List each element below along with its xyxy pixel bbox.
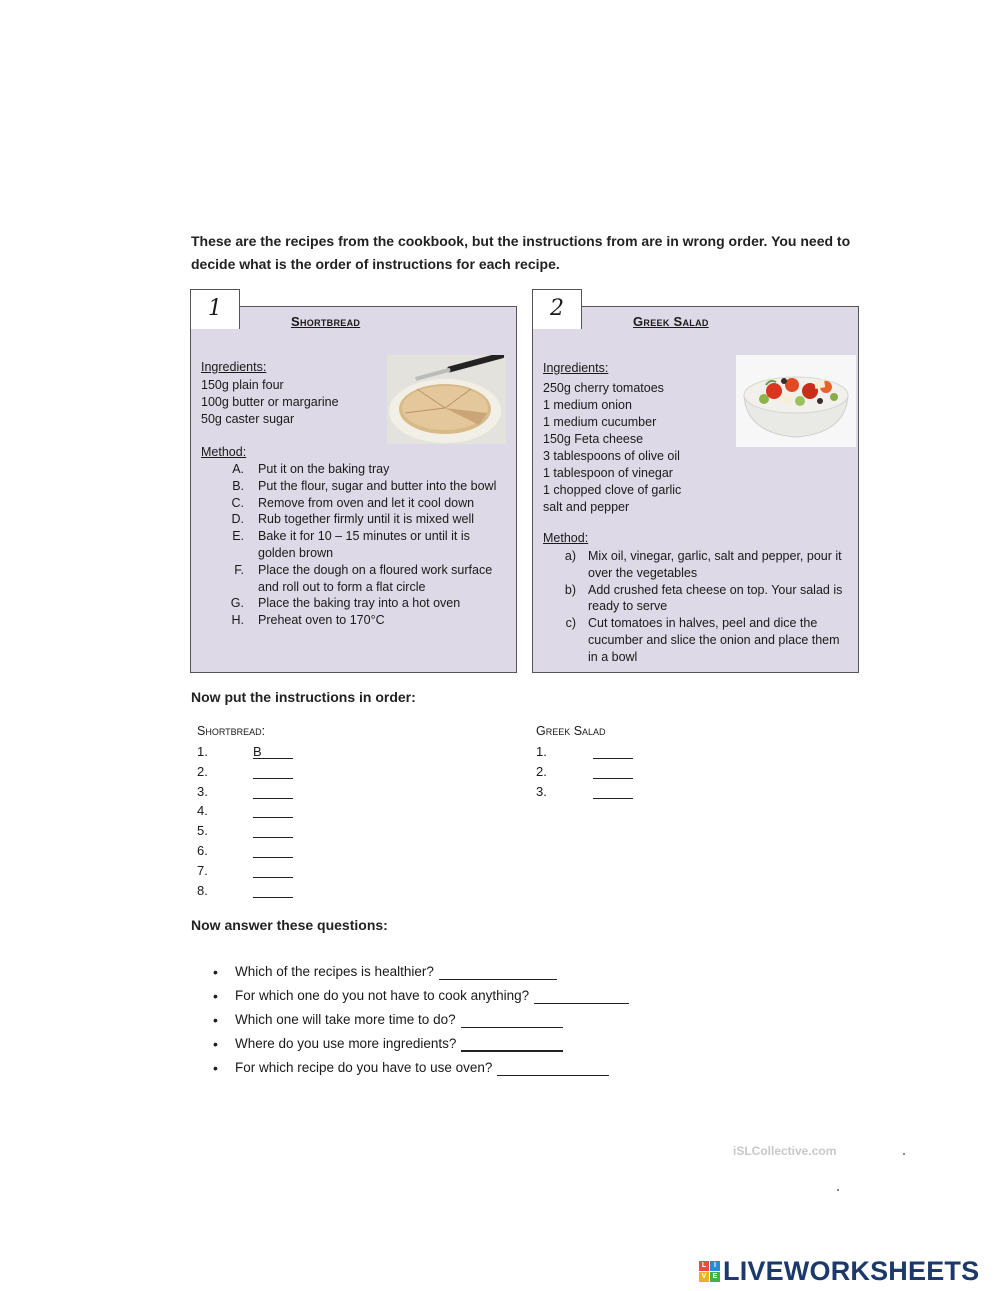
islcollective-watermark: iSLCollective.com [733,1144,837,1158]
shortbread-illustration [387,355,506,444]
answer-line[interactable] [439,965,557,980]
question-item: • For which one do you not have to cook anything? [213,984,629,1008]
logo-block: V [699,1272,709,1282]
answer-blank[interactable] [593,764,633,779]
ingredients-label: Ingredients: [543,361,609,375]
logo-block: E [710,1272,720,1282]
order-row: 2. [197,764,293,784]
answer-blank[interactable] [253,823,293,838]
questions-heading: Now answer these questions: [191,917,388,933]
logo-blocks-icon [699,1261,720,1282]
recipe-number-tab-2: 2 [532,289,582,329]
ingredient-item: 3 tablespoons of olive oil [543,449,680,463]
method-step: a) Mix oil, vinegar, garlic, salt and pepper, pour it over the vegetables [564,549,842,580]
order-row: 5. [197,823,293,843]
answer-blank[interactable] [253,843,293,858]
method-step: A. Put it on the baking tray [232,462,390,476]
answer-blank[interactable]: B [253,744,293,759]
shortbread-order-label: Shortbread: [197,724,266,738]
answer-blank[interactable] [253,883,293,898]
ingredient-item: salt and pepper [543,500,630,514]
order-row: 7. [197,863,293,883]
order-row: 8. [197,883,293,903]
greek-order-list [536,744,633,803]
ingredients-list-shortbread [201,377,339,428]
answer-blank[interactable] [593,784,633,799]
recipe-title-shortbread: Shortbread [291,314,361,329]
logo-block: L [699,1261,709,1271]
answer-blank[interactable] [253,803,293,818]
question-item: • For which recipe do you have to use oven? [213,1056,629,1080]
order-row: 2. [536,764,633,784]
ingredients-list-greek-salad [543,380,681,516]
liveworksheets-logo[interactable] [699,1256,979,1287]
method-step: b) Add crushed feta cheese on top. Your salad is ready to serve [564,582,843,614]
ingredient-item: 1 medium cucumber [543,415,657,429]
method-step: D. Rub together firmly until it is mixed well [231,512,475,527]
answer-line[interactable] [461,1013,563,1028]
brand-name: LIVEWORKSHEETS [723,1256,980,1286]
answer-blank[interactable] [593,744,633,759]
question-item: • Where do you use more ingredients? [213,1032,629,1056]
method-list-shortbread [220,461,510,629]
answer-blank[interactable] [253,764,293,779]
dot-mark [903,1153,905,1155]
method-step: E. Bake it for 10 – 15 minutes or until it is golden brown [232,529,470,560]
answer-line[interactable] [461,1036,563,1052]
order-heading: Now put the instructions in order: [191,689,416,705]
ingredient-item: 1 tablespoon of vinegar [543,466,673,480]
ingredient-item: 100g butter or margarine [201,395,339,409]
method-step: C. Remove from oven and let it cool down [231,495,475,510]
intro-text: These are the recipes from the cookbook, but the instructions from are in wrong order. You need to decide what is the order of instructions for each recipe. [191,233,851,272]
ingredient-item: 1 chopped clove of garlic [543,483,682,497]
questions-list [213,960,629,1080]
greek-salad-photo [736,355,856,447]
shortbread-photo [387,355,506,444]
order-row: 4. [197,803,293,823]
greek-salad-illustration [736,355,856,447]
dot-mark [837,1189,839,1191]
ingredient-item: 1 medium onion [543,398,632,412]
method-step: B. Put the flour, sugar and butter into the bowl [232,478,497,493]
order-row: 6. [197,843,293,863]
order-row: 3. [197,784,293,804]
shortbread-order-list [197,744,293,902]
answer-blank[interactable] [253,784,293,799]
order-row: 1. B [197,744,293,764]
question-item: • Which one will take more time to do? [213,1008,629,1032]
method-list-greek-salad [552,548,852,666]
question-item: • Which of the recipes is healthier? [213,960,629,984]
greek-order-label: Greek Salad [536,724,606,738]
ingredient-item: 150g plain four [201,378,284,392]
method-step: c) Cut tomatoes in halves, peel and dice the cucumber and slice the onion and place them in a bowl [565,616,840,664]
method-label: Method: [201,445,247,459]
method-label: Method: [543,531,589,545]
answer-line[interactable] [534,989,629,1004]
ingredient-item: 250g cherry tomatoes [543,381,664,395]
ingredient-item: 150g Feta cheese [543,432,644,446]
answer-blank[interactable] [253,863,293,878]
method-step: H. Preheat oven to 170°C [231,613,385,628]
ingredients-label: Ingredients: [201,360,267,374]
ingredient-item: 50g caster sugar [201,412,295,426]
recipe-number-tab-1: 1 [190,289,240,329]
method-step: F. Place the dough on a floured work surface and roll out to form a flat circle [234,562,493,594]
recipe-title-greek-salad: Greek Salad [633,314,709,329]
order-row: 3. [536,784,633,804]
logo-block: I [710,1261,720,1271]
method-step: G. Place the baking tray into a hot oven [230,596,461,611]
answer-line[interactable] [497,1061,609,1076]
order-row: 1. [536,744,633,764]
